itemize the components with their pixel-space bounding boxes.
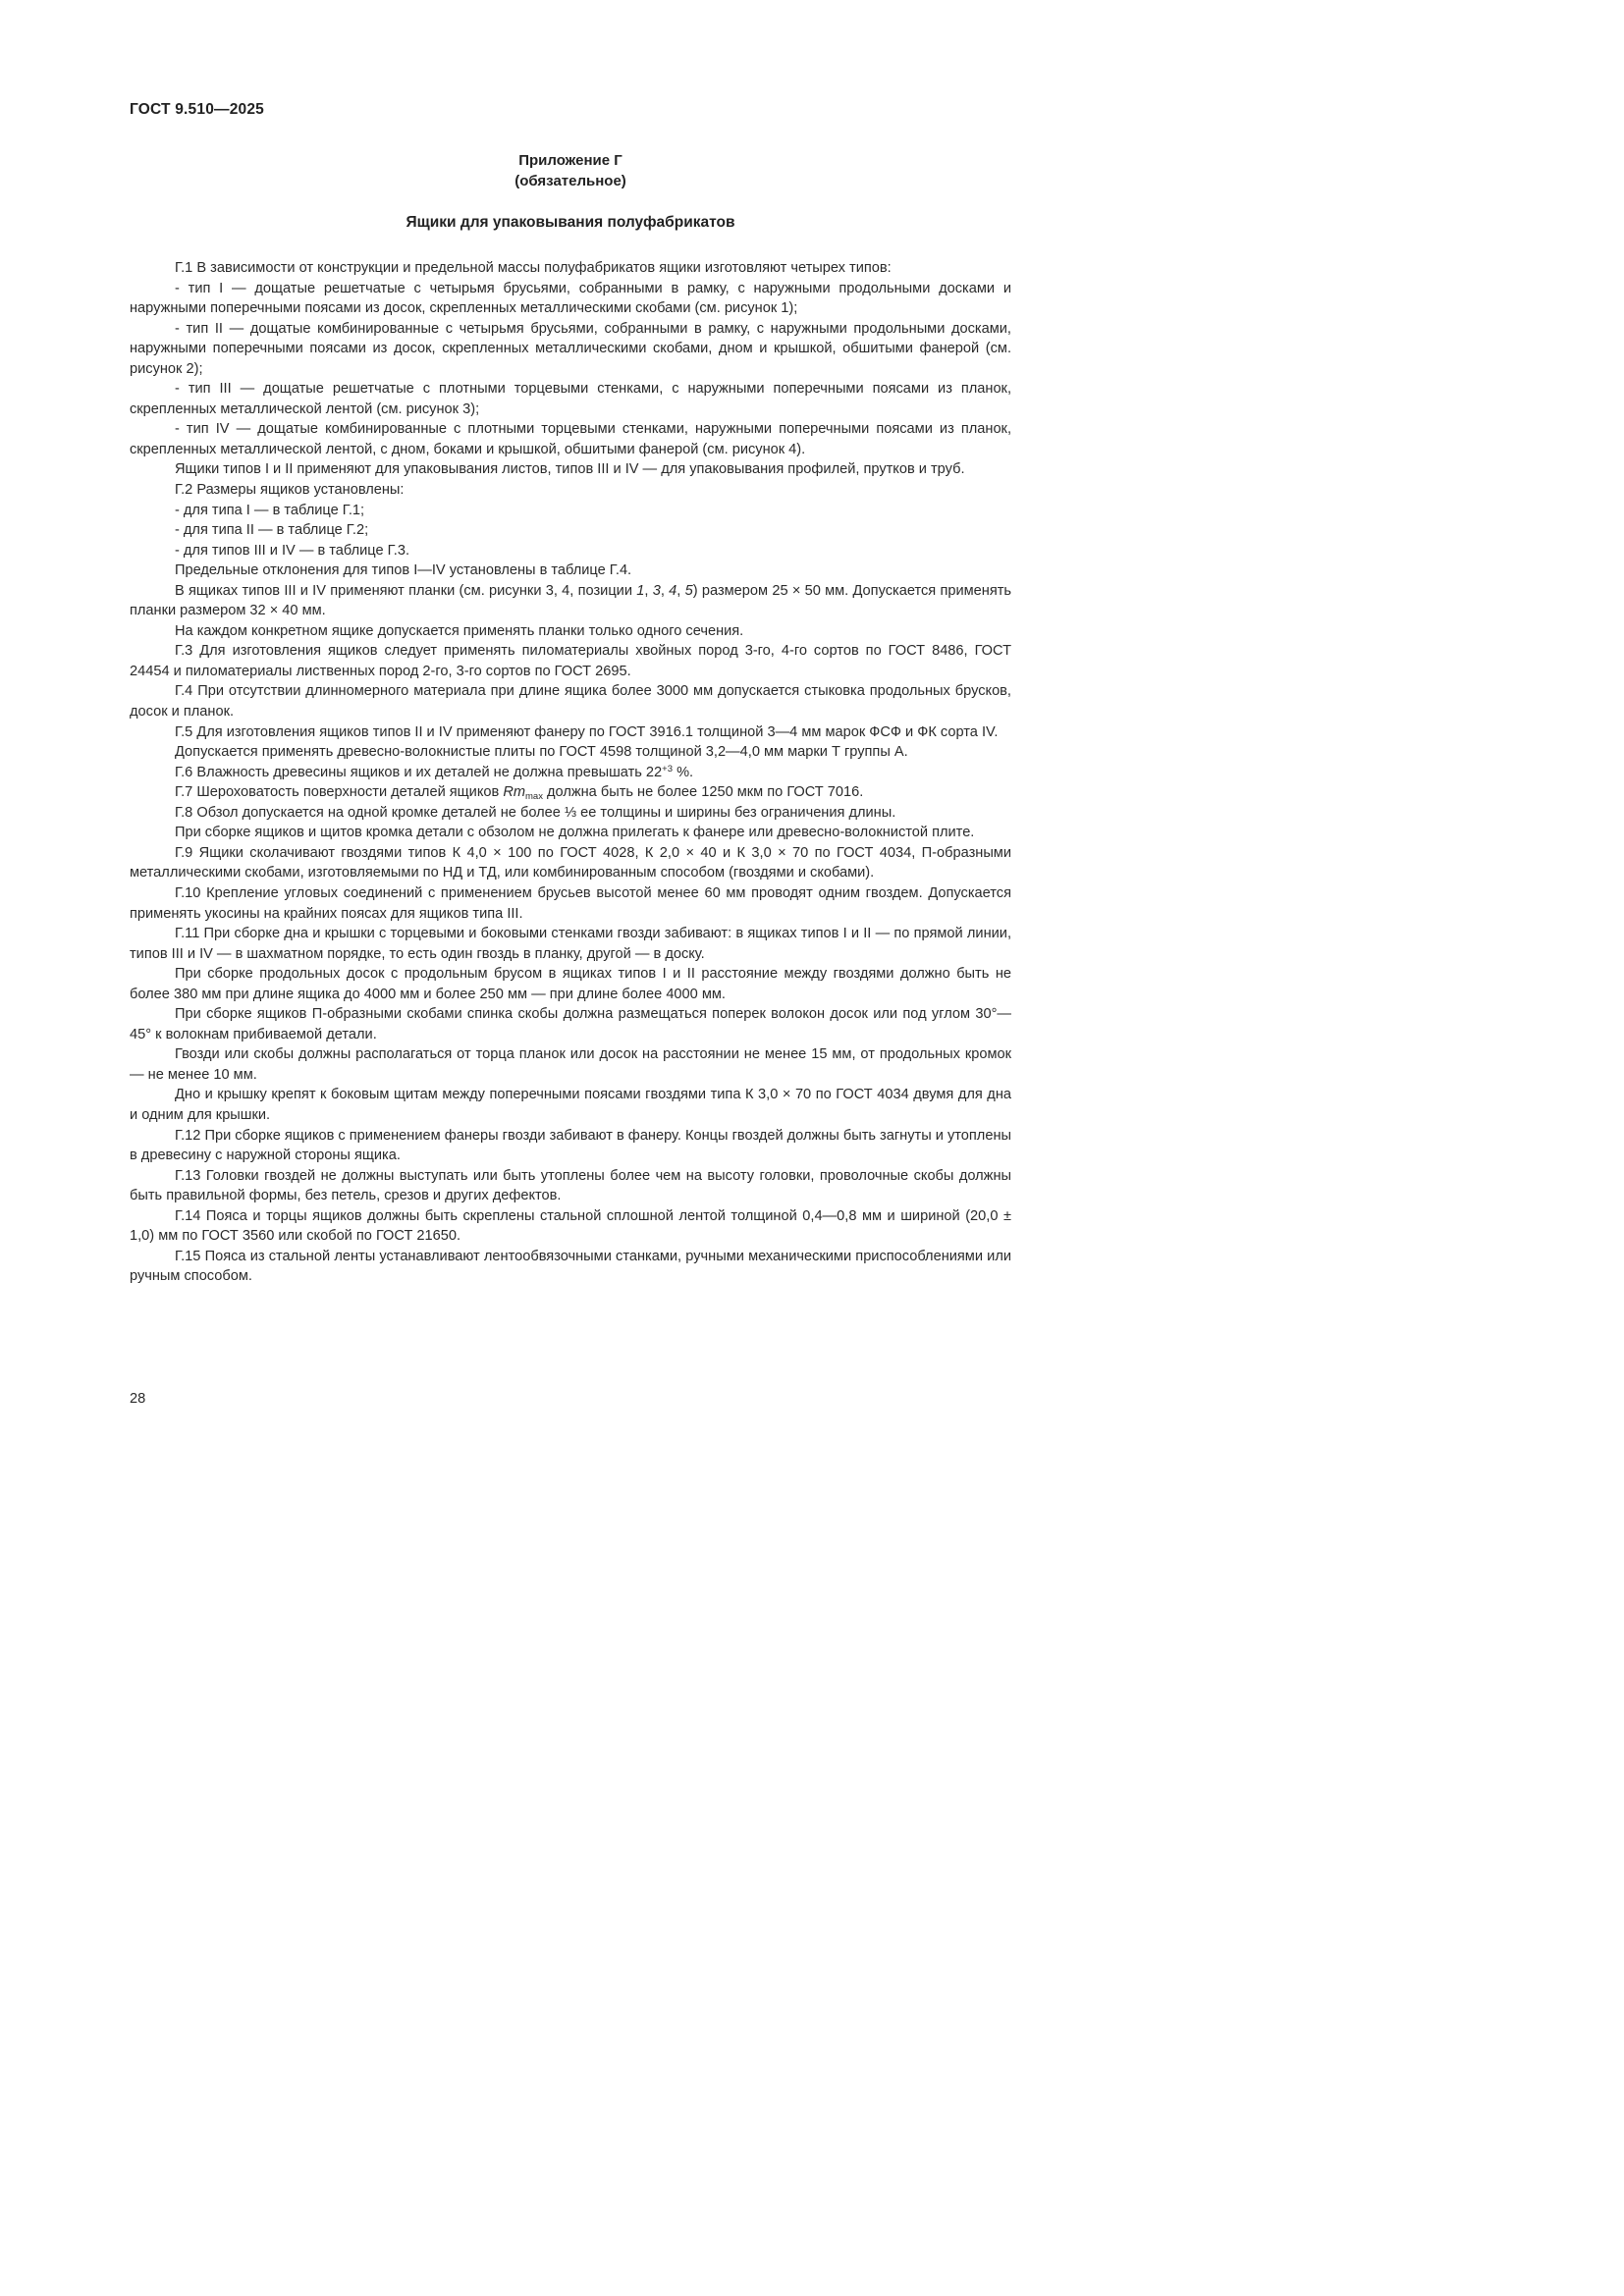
text-run: В ящиках типов III и IV применяют планки (см. рисунки 3, 4, позиции (175, 582, 637, 599)
position-number: 4 (669, 582, 677, 599)
text-run: , (644, 582, 653, 599)
paragraph: Г.15 Пояса из стальной ленты устанавливают лентообвязочными станками, ручными механическими приспособлениями или ручным способом. (130, 1248, 1011, 1285)
paragraph: Гвозди или скобы должны располагаться от торца планок или досок на расстоянии не менее 15 мм, от продольных кромок — не менее 10 мм. (130, 1046, 1011, 1083)
text-run: ) размером 25 × 50 мм. Допускается применять планки размером 32 × 40 мм. (130, 582, 1012, 619)
page-number: 28 (130, 1391, 146, 1407)
text-run: %. (673, 764, 694, 780)
annex-status: (обязательное) (514, 173, 626, 189)
paragraph: Предельные отклонения для типов I—IV установлены в таблице Г.4. (175, 562, 632, 579)
text-run: Г.7 Шероховатость поверхности деталей ящиков (175, 784, 504, 801)
document-code-header: ГОСТ 9.510—2025 (130, 101, 264, 118)
paragraph: - для типа II — в таблице Г.2; (175, 522, 369, 539)
paragraph: При сборке ящиков П-образными скобами спинка скобы должна размещаться поперек волокон досок или под углом 30°—45° к волокнам прибиваемой детали. (130, 1006, 1011, 1042)
paragraph: Г.1 В зависимости от конструкции и предельной массы полуфабрикатов ящики изготовляют четырех типов: (175, 260, 892, 276)
paragraph: Г.9 Ящики сколачивают гвоздями типов К 4,0 × 100 по ГОСТ 4028, К 2,0 × 40 и К 3,0 × 70 по ГОСТ 4034, П-образными металлическими скобами, изготовляемыми по НД и ТД, или комбинированным способом (гвоздями и скобами). (130, 844, 1011, 881)
paragraph: При сборке продольных досок с продольным брусом в ящиках типов I и II расстояние между гвоздями должно быть не более 380 мм при длине ящика до 4000 мм и более 250 мм — при длине более 4000 мм. (130, 966, 1011, 1002)
paragraph: - тип II — дощатые комбинированные с четырьмя брусьями, собранными в рамку, с наружными продольными досками, наружными поперечными поясами из досок, скрепленных металлическими скобами, дном и крышкой, обшитыми фанерой (см. рисунок 2); (130, 320, 1011, 377)
position-number: 5 (684, 582, 693, 599)
roughness-subscript: max (525, 791, 543, 803)
paragraph: - тип IV — дощатые комбинированные с плотными торцевыми стенками, наружными поперечными поясами из планок, скрепленных металлической лентой, с дном, боками и крышкой, обшитыми фанерой (см. рисунок 4). (130, 421, 1011, 457)
position-number: 3 (652, 582, 661, 599)
paragraph: Г.8 Обзол допускается на одной кромке деталей не более ⅓ ее толщины и ширины без ограничения длины. (175, 804, 896, 821)
paragraph: Г.10 Крепление угловых соединений с применением брусьев высотой менее 60 мм проводят одним гвоздем. Допускается применять укосины на крайних поясах для ящиков типа III. (130, 884, 1011, 922)
paragraph: - тип I — дощатые решетчатые с четырьмя брусьями, собранными в рамку, с наружными продольными досками и наружными поперечными поясами из досок, скрепленных металлическими скобами (см. рисунок 1); (130, 280, 1011, 317)
text-run: должна быть не более 1250 мкм по ГОСТ 7016. (542, 784, 864, 801)
paragraph: Г.11 При сборке дна и крышки с торцевыми и боковыми стенками гвозди забивают: в ящиках типов I и II — по прямой линии, типов III и IV — в шахматном порядке, то есть один гвоздь в планку, другой — в доску. (130, 926, 1011, 962)
paragraph: На каждом конкретном ящике допускается применять планки только одного сечения. (175, 622, 744, 639)
paragraph: При сборке ящиков и щитов кромка детали с обзолом не должна прилегать к фанере или древесно-волокнистой плите. (175, 825, 975, 841)
text-run: , (677, 582, 685, 599)
paragraph: Г.13 Головки гвоздей не должны выступать или быть утоплены более чем на высоту головки, проволочные скобы должны быть правильной формы, без петель, срезов и других дефектов. (130, 1167, 1011, 1204)
paragraph: Дно и крышку крепят к боковым щитам между поперечными поясами гвоздями типа К 3,0 × 70 по ГОСТ 4034 двумя для дна и одним для крышки. (130, 1087, 1011, 1123)
text-run: Г.6 Влажность древесины ящиков и их деталей не должна превышать 22 (175, 764, 663, 780)
paragraph: Г.5 Для изготовления ящиков типов II и IV применяют фанеру по ГОСТ 3916.1 толщиной 3—4 мм марок ФСФ и ФК сорта IV. (175, 723, 999, 740)
paragraph: Г.3 Для изготовления ящиков следует применять пиломатериалы хвойных пород 3-го, 4-го сортов по ГОСТ 8486, ГОСТ 24454 и пиломатериалы лиственных пород 2-го, 3-го сортов по ГОСТ 2695. (130, 643, 1011, 679)
paragraph: - тип III — дощатые решетчатые с плотными торцевыми стенками, с наружными поперечными поясами из планок, скрепленных металлической лентой (см. рисунок 3); (130, 381, 1011, 417)
paragraph-humidity (130, 763, 1011, 783)
paragraph: Г.12 При сборке ящиков с применением фанеры гвозди забивают в фанеру. Концы гвоздей должны быть загнуты и утоплены в древесину с наружной стороны ящика. (130, 1127, 1011, 1164)
section-title: Ящики для упаковывания полуфабрикатов (406, 214, 735, 231)
paragraph: Допускается применять древесно-волокнистые плиты по ГОСТ 4598 толщиной 3,2—4,0 мм марки Т группы А. (175, 744, 908, 761)
text-run: , (660, 582, 670, 599)
paragraph: Ящики типов I и II применяют для упаковывания листов, типов III и IV — для упаковывания профилей, прутков и труб. (175, 461, 965, 478)
tolerance-superscript: +3 (662, 763, 674, 774)
document-page (0, 0, 1082, 1530)
position-number: 1 (636, 582, 645, 599)
paragraph: Г.4 При отсутствии длинномерного материала при длине ящика более 3000 мм допускается стыковка продольных брусков, досок и планок. (130, 683, 1011, 721)
paragraph: - для типов III и IV — в таблице Г.3. (175, 542, 410, 559)
roughness-symbol: Rm (503, 784, 526, 801)
paragraph-roughness (130, 782, 1011, 803)
paragraph-planks (130, 581, 1011, 621)
annex-name: Приложение Г (518, 152, 623, 169)
paragraph: - для типа I — в таблице Г.1; (175, 502, 365, 518)
paragraph: Г.14 Пояса и торцы ящиков должны быть скреплены стальной сплошной лентой толщиной 0,4—0,8 мм и шириной (20,0 ± 1,0) мм по ГОСТ 3560 или скобой по ГОСТ 21650. (130, 1207, 1011, 1245)
body-text (130, 258, 1011, 1287)
paragraph: Г.2 Размеры ящиков установлены: (175, 482, 405, 499)
